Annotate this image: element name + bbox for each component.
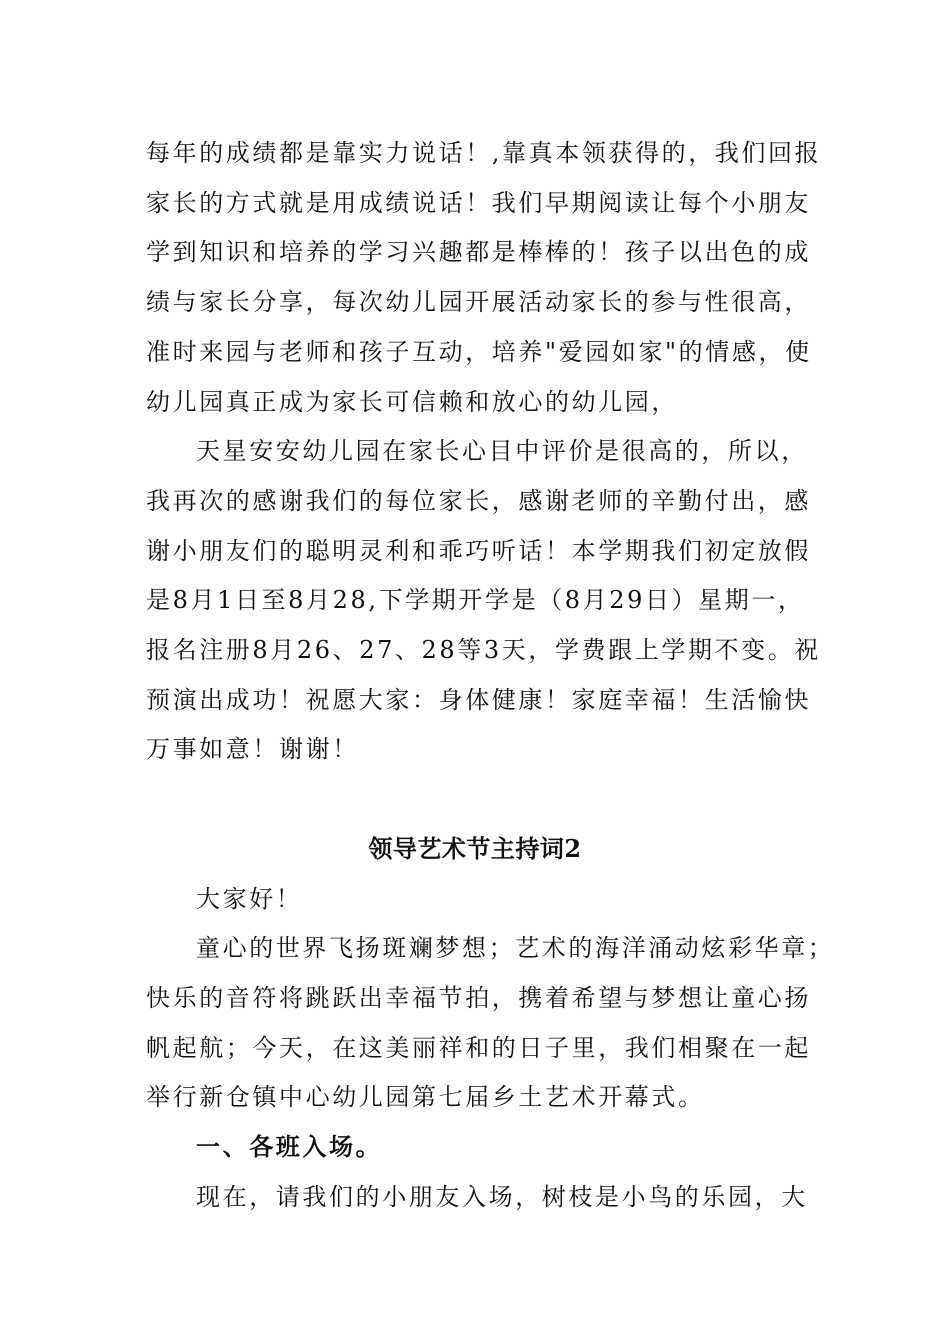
- paragraph-line: 每年的成绩都是靠实力说话！,靠真本领获得的，我们回报: [146, 139, 822, 167]
- paragraph-line: 学到知识和培养的学习兴趣都是棒棒的！孩子以出色的成: [146, 238, 811, 266]
- paragraph-line: 家长的方式就是用成绩说话！我们早期阅读让每个小朋友: [146, 189, 811, 217]
- paragraph-line: 谢小朋友们的聪明灵利和乖巧听话！本学期我们初定放假: [146, 537, 811, 565]
- paragraph-line: 快乐的音符将跳跃出幸福节拍，携着希望与梦想让童心扬: [146, 984, 811, 1012]
- paragraph-line: 童心的世界飞扬斑斓梦想；艺术的海洋涌动炫彩华章；: [196, 934, 835, 962]
- paragraph-line: 是8月1日至8月28,下学期开学是（8月29日）星期一，: [146, 586, 805, 614]
- paragraph-line: 我再次的感谢我们的每位家长，感谢老师的辛勤付出，感: [146, 487, 811, 515]
- paragraph-line: 举行新仓镇中心幼儿园第七届乡土艺术开幕式。: [146, 1083, 705, 1111]
- paragraph-line: 天星安安幼儿园在家长心目中评价是很高的，所以，: [196, 437, 808, 465]
- paragraph-line: 帆起航；今天，在这美丽祥和的日子里，我们相聚在一起: [146, 1034, 811, 1062]
- greeting-line: 大家好！: [196, 885, 303, 913]
- section-heading: 一、各班入场。: [196, 1132, 383, 1161]
- section-title: 领导艺术节主持词2: [368, 834, 582, 863]
- paragraph-line: 现在，请我们的小朋友入场，树枝是小鸟的乐园，大: [196, 1183, 808, 1211]
- paragraph-line: 万事如意！谢谢！: [146, 735, 359, 763]
- paragraph-line: 预演出成功！祝愿大家：身体健康！家庭幸福！生活愉快: [146, 686, 811, 714]
- paragraph-line: 幼儿园真正成为家长可信赖和放心的幼儿园，: [146, 388, 678, 416]
- paragraph-line: 报名注册8月26、27、28等3天，学费跟上学期不变。祝: [146, 636, 821, 664]
- paragraph-line: 准时来园与老师和孩子互动，培养"爱园如家"的情感，使: [146, 338, 812, 366]
- paragraph-line: 绩与家长分享，每次幼儿园开展活动家长的参与性很高，: [146, 288, 811, 316]
